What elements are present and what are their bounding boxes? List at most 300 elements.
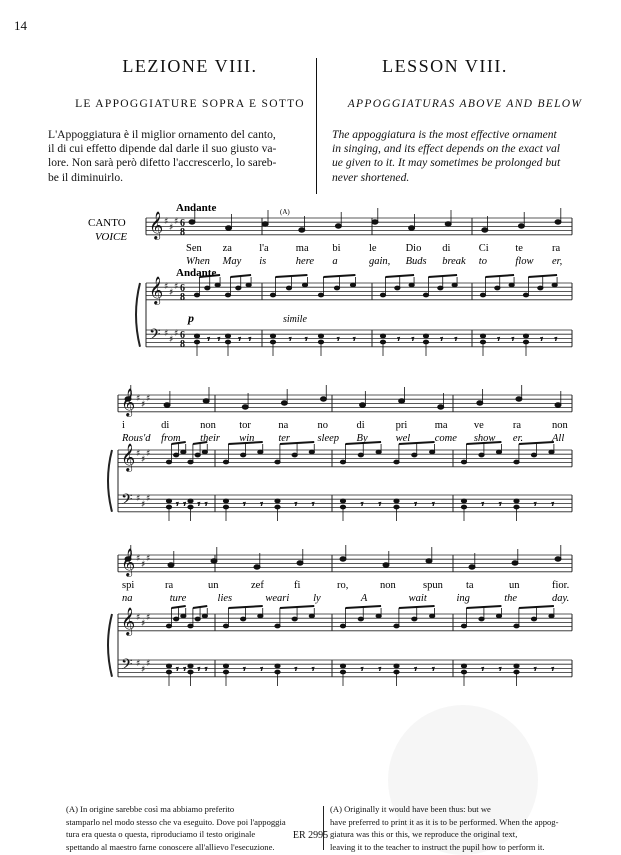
bass-note-head (514, 664, 519, 668)
piano-brace (108, 614, 112, 677)
lyric-syllable-italian: di (356, 419, 365, 431)
note-head (479, 453, 484, 457)
footnote-line: have preferred to print it as it is to be performed. When the appog- (330, 816, 559, 827)
treble-clef-icon: 𝄞 (121, 548, 136, 576)
lyric-syllable-italian: di (161, 419, 170, 431)
note-beam (345, 606, 381, 608)
bass-note-head (340, 664, 345, 668)
lyric-syllable-italian: di (442, 242, 451, 254)
voice-note-head (409, 226, 415, 230)
bass-note-head (523, 334, 528, 338)
note-head (195, 453, 200, 457)
eighth-rest-icon: 𝄾 (183, 665, 186, 675)
voice-note-head (438, 405, 444, 409)
eighth-rest-icon: 𝄾 (360, 665, 364, 675)
note-head (174, 453, 179, 457)
sharp-icon: ♯ (141, 560, 146, 570)
voice-note-head (262, 222, 268, 226)
lyric-syllable-english: here (295, 255, 315, 267)
eighth-rest-icon: 𝄾 (360, 500, 364, 510)
voice-note-head (335, 224, 341, 228)
eighth-rest-icon: 𝄾 (260, 500, 263, 510)
note-head (531, 617, 536, 621)
sharp-icon: ♯ (169, 223, 174, 233)
lyric-syllable-italian: Dio (405, 242, 422, 254)
note-head (194, 293, 199, 297)
bass-note-head (275, 499, 280, 503)
lyric-syllable-italian: ma (434, 419, 448, 431)
footnote-line: (A) In origine sarebbe così ma abbiamo preferito (66, 804, 235, 814)
note-head (223, 460, 228, 464)
lyric-syllable-italian: ta (466, 579, 474, 591)
lyric-syllable-english: come (434, 432, 457, 444)
note-beam (385, 275, 414, 277)
voice-note-head (516, 397, 522, 401)
treble-clef-icon: 𝄞 (121, 443, 136, 471)
note-head (195, 617, 200, 621)
note-head (376, 614, 381, 618)
lyric-syllable-italian: non (200, 419, 216, 431)
treble-clef-icon: 𝄞 (121, 607, 136, 635)
voice-note-head (399, 399, 405, 403)
note-head (479, 617, 484, 621)
bass-clef-icon: 𝄢 (121, 491, 133, 512)
lyric-syllable-english: win (239, 432, 255, 444)
note-head (430, 450, 435, 454)
sharp-icon: ♯ (136, 494, 141, 504)
note-beam (275, 275, 307, 277)
note-head (292, 617, 297, 621)
lyric-syllable-english: flow (515, 255, 534, 267)
lyric-syllable-english: lies (217, 592, 233, 604)
voice-note-head (299, 228, 305, 232)
lyric-syllable-italian: ra (552, 242, 561, 254)
note-beam (399, 606, 435, 608)
eighth-rest-icon: 𝄾 (414, 500, 417, 510)
piano-brace (108, 450, 112, 512)
lyric-syllable-italian: pri (395, 419, 408, 431)
sharp-icon: ♯ (164, 329, 169, 339)
note-head (309, 450, 314, 454)
treble-clef-icon: 𝄞 (149, 276, 164, 304)
eighth-rest-icon: 𝄾 (197, 500, 201, 510)
sharp-icon: ♯ (141, 665, 146, 675)
intro-line: be il diminuirlo. (48, 170, 124, 184)
intro-line: in singing, and its effect depends on the exact val (332, 142, 560, 156)
voice-note-head (320, 397, 326, 401)
note-head (409, 283, 414, 287)
sharp-icon: ♯ (136, 554, 141, 564)
voice-note-head (297, 561, 303, 565)
footnote-line: giatura was this or this, we reproduce the original text, (330, 829, 518, 840)
eighth-rest-icon: 𝄾 (243, 665, 246, 675)
note-head (480, 293, 485, 297)
lyric-syllable-english: day. (552, 592, 570, 604)
bass-clef-icon: 𝄢 (149, 326, 161, 347)
note-head (452, 283, 457, 287)
eighth-rest-icon: 𝄾 (432, 665, 435, 675)
eighth-rest-icon: 𝄾 (499, 665, 502, 675)
time-signature-numerator: 6 (180, 283, 185, 294)
lyric-syllable-italian: un (509, 579, 520, 591)
note-head (205, 286, 210, 290)
eighth-rest-icon: 𝄾 (499, 500, 502, 510)
note-head (181, 450, 186, 454)
voice-note-head (383, 563, 389, 567)
bass-note-head (461, 664, 466, 668)
eighth-rest-icon: 𝄾 (238, 335, 241, 345)
eighth-rest-icon: 𝄾 (183, 500, 186, 510)
eighth-rest-icon: 𝄾 (337, 335, 340, 345)
note-beam (193, 606, 207, 608)
eighth-rest-icon: 𝄾 (378, 500, 382, 510)
eighth-rest-icon: 𝄾 (294, 665, 298, 675)
lyric-syllable-english: er, (552, 255, 563, 267)
note-beam (228, 606, 262, 608)
lyric-syllable-italian: le (369, 242, 377, 254)
sharp-icon: ♯ (146, 554, 151, 564)
tempo-marking-voice: Andante (176, 202, 217, 214)
lyric-syllable-english: the (504, 592, 518, 604)
lyric-syllable-italian: non (552, 419, 568, 431)
voice-note-head (482, 228, 488, 232)
lyrics (121, 243, 569, 604)
note-head (531, 453, 536, 457)
note-head (395, 286, 400, 290)
time-signature-numerator: 6 (180, 218, 185, 229)
eighth-rest-icon: 𝄾 (551, 500, 554, 510)
bass-note-head (318, 334, 323, 338)
sharp-icon: ♯ (136, 449, 141, 459)
lyric-syllable-english: wel (395, 432, 411, 444)
note-beam (519, 442, 554, 444)
sharp-icon: ♯ (146, 449, 151, 459)
note-beam (230, 275, 251, 277)
bass-note-head (223, 664, 228, 668)
bass-note-head (194, 334, 199, 338)
lyric-syllable-english: show (473, 432, 496, 444)
voice-note-head (445, 222, 451, 226)
eighth-rest-icon: 𝄾 (260, 665, 263, 675)
note-beam (428, 275, 457, 277)
bass-clef-icon: 𝄢 (121, 656, 133, 677)
time-signature-numerator: 6 (180, 330, 185, 341)
note-beam (280, 606, 314, 608)
eighth-rest-icon: 𝄾 (204, 500, 208, 510)
dynamic-marking: p (188, 311, 194, 325)
lyric-syllable-italian: l'a (259, 242, 269, 254)
footnote-divider (323, 806, 324, 850)
lyric-syllable-english: break (442, 255, 466, 267)
sharp-icon: ♯ (164, 282, 169, 292)
treble-clef-icon: 𝄞 (121, 388, 136, 416)
note-head (496, 614, 501, 618)
bass-note-head (380, 334, 385, 338)
lyric-syllable-italian: ra (512, 419, 522, 431)
bass-note-head (480, 334, 485, 338)
lyric-syllable-italian: na (278, 419, 289, 431)
intro-line: L'Appoggiatura è il miglior ornamento del canto, (48, 128, 276, 141)
note-head (340, 460, 345, 464)
voice-note-head (555, 403, 561, 407)
voice-note-head (189, 220, 195, 224)
lyric-syllable-italian: ve (473, 419, 484, 431)
voice-note-head (168, 563, 174, 567)
note-head (270, 293, 275, 297)
lyric-syllable-italian: Sen (186, 242, 202, 254)
eighth-rest-icon: 𝄾 (243, 500, 246, 510)
note-head (340, 624, 345, 628)
lyric-syllable-italian: fior. (552, 579, 570, 591)
note-head (309, 614, 314, 618)
voice-note-head (226, 226, 232, 230)
note-beam (466, 606, 501, 608)
eighth-rest-icon: 𝄾 (305, 335, 308, 345)
sharp-icon: ♯ (164, 217, 169, 227)
note-head (258, 614, 263, 618)
bass-note-head (514, 499, 519, 503)
eighth-rest-icon: 𝄾 (497, 335, 500, 345)
lyric-syllable-english: weari (265, 592, 290, 604)
note-head (166, 460, 171, 464)
footnote-line: spettando al maestro farne conoscere all'allievo l'esecuzione. (66, 841, 275, 852)
sharp-icon: ♯ (174, 329, 179, 339)
footnote-italian (66, 803, 311, 853)
note-head (380, 293, 385, 297)
lesson-subtitle-italian: LE APPOGGIATURE SOPRA E SOTTO (75, 98, 305, 110)
treble-clef-icon: 𝄞 (149, 211, 164, 239)
lyric-syllable-english: Rous'd (122, 432, 151, 444)
lyric-syllable-english: to (478, 255, 487, 267)
sharp-icon: ♯ (174, 282, 179, 292)
catalog-number: ER 2995 (292, 830, 329, 841)
note-head (246, 283, 251, 287)
voice-note-head (360, 403, 366, 407)
eighth-rest-icon: 𝄾 (554, 335, 558, 345)
bass-note-head (394, 664, 399, 668)
sharp-icon: ♯ (141, 500, 146, 510)
note-head (514, 460, 519, 464)
note-head (225, 293, 230, 297)
footnote-line: (A) Originally it would have been thus: but we (330, 804, 491, 814)
note-head (514, 624, 519, 628)
time-signature-denominator: 8 (180, 227, 185, 238)
lyric-syllable-english: sleep (317, 432, 340, 444)
sharp-icon: ♯ (141, 455, 146, 465)
lyric-syllable-english: ly (313, 592, 321, 604)
eighth-rest-icon: 𝄾 (397, 335, 400, 345)
sharp-icon: ♯ (146, 659, 151, 669)
eighth-rest-icon: 𝄾 (378, 665, 382, 675)
page-number: 14 (14, 18, 27, 33)
note-head (495, 286, 500, 290)
sharp-icon: ♯ (141, 619, 146, 629)
voice-note-head (211, 559, 217, 563)
note-head (275, 624, 280, 628)
lyric-syllable-english: All (552, 432, 565, 444)
sharp-icon: ♯ (136, 659, 141, 669)
eighth-rest-icon: 𝄾 (176, 665, 179, 675)
bass-note-head (394, 499, 399, 503)
lyric-syllable-italian: non (380, 579, 396, 591)
eighth-rest-icon: 𝄾 (411, 335, 415, 345)
bass-note-head (166, 499, 171, 503)
eighth-rest-icon: 𝄾 (197, 665, 201, 675)
lyric-syllable-english: wait (408, 592, 427, 604)
note-head (166, 624, 171, 628)
note-head (188, 460, 193, 464)
piano-brace (136, 283, 140, 347)
lyric-syllable-english: their (200, 432, 221, 444)
lyric-syllable-english: er. (512, 432, 524, 444)
note-head (241, 617, 246, 621)
note-head (174, 617, 179, 621)
note-head (549, 614, 554, 618)
lyric-syllable-english: When (186, 255, 210, 267)
note-head (438, 286, 443, 290)
note-head (241, 453, 246, 457)
note-head (188, 624, 193, 628)
eighth-rest-icon: 𝄾 (248, 335, 252, 345)
note-head (202, 614, 207, 618)
voice-label-english: VOICE (95, 231, 128, 243)
note-head (461, 624, 466, 628)
eighth-rest-icon: 𝄾 (207, 335, 210, 345)
note-head (286, 286, 291, 290)
lesson-title-italian: LEZIONE VIII. (122, 56, 258, 76)
eighth-rest-icon: 𝄾 (551, 665, 554, 675)
eighth-rest-icon: 𝄾 (311, 500, 315, 510)
eighth-rest-icon: 𝄾 (481, 500, 484, 510)
sharp-icon: ♯ (141, 400, 146, 410)
lyric-syllable-english: gain, (369, 255, 391, 267)
lyric-syllable-english: A (360, 592, 368, 604)
lyric-syllable-english: ter (278, 432, 291, 444)
note-head (236, 286, 241, 290)
eighth-rest-icon: 𝄾 (534, 500, 537, 510)
note-head (302, 283, 307, 287)
sharp-icon: ♯ (136, 613, 141, 623)
note-head (215, 283, 220, 287)
sharp-icon: ♯ (136, 394, 141, 404)
note-head (496, 450, 501, 454)
sharp-icon: ♯ (146, 394, 151, 404)
footnote-english (330, 803, 582, 853)
eighth-rest-icon: 𝄾 (217, 335, 221, 345)
lyric-syllable-italian: te (515, 242, 523, 254)
voice-note-head (372, 220, 378, 224)
note-head (552, 283, 557, 287)
sharp-icon: ♯ (169, 288, 174, 298)
bass-note-head (188, 499, 193, 503)
lyric-syllable-italian: ra (165, 579, 174, 591)
bass-note-head (340, 499, 345, 503)
lyric-syllable-italian: fi (294, 579, 301, 591)
footnote-line: tura era questa o questa, riproduciamo il testo originale (66, 829, 256, 840)
note-head (292, 453, 297, 457)
eighth-rest-icon: 𝄾 (311, 665, 315, 675)
sharp-icon: ♯ (169, 335, 174, 345)
note-head (538, 286, 543, 290)
bass-note-head (166, 664, 171, 668)
eighth-rest-icon: 𝄾 (511, 335, 515, 345)
voice-note-head (426, 559, 432, 563)
note-head (358, 453, 363, 457)
lyric-syllable-italian: Ci (478, 242, 489, 254)
intro-line: The appoggiatura is the most effective ornament (332, 128, 557, 141)
voice-label-italian: CANTO (88, 217, 126, 229)
lesson-subtitle-english: APPOGGIATURAS ABOVE AND BELOW (347, 98, 583, 110)
eighth-rest-icon: 𝄾 (440, 335, 443, 345)
intro-line: ue given to it. It may sometimes be prolonged but (332, 156, 561, 170)
note-head (181, 614, 186, 618)
note-head (523, 293, 528, 297)
eighth-rest-icon: 𝄾 (432, 500, 435, 510)
lyric-syllable-italian: spi (122, 579, 135, 591)
lyric-syllable-italian: tor (239, 419, 251, 431)
note-beam (485, 275, 514, 277)
voice-note-head (340, 557, 346, 561)
articulation-marking: simile (283, 314, 307, 325)
voice-note-head (203, 399, 209, 403)
lyric-syllable-italian: za (222, 242, 232, 254)
eighth-rest-icon: 𝄾 (481, 665, 484, 675)
lyric-syllable-italian: no (317, 419, 328, 431)
note-head (376, 450, 381, 454)
lyric-syllable-english: na (122, 592, 133, 604)
intro-line: il di cui effetto dipende dal darle il suo giusto va- (48, 142, 277, 156)
eighth-rest-icon: 𝄾 (353, 335, 356, 345)
note-head (258, 450, 263, 454)
note-head (549, 450, 554, 454)
note-head (223, 624, 228, 628)
voice-note-head (469, 565, 475, 569)
lyric-syllable-english: a (332, 255, 338, 267)
sharp-icon: ♯ (146, 613, 151, 623)
lyric-syllable-italian: un (208, 579, 219, 591)
lyric-syllable-italian: ro, (337, 579, 349, 591)
tempo-marking-piano: Andante (176, 267, 217, 279)
lyric-syllable-english: from (161, 432, 181, 444)
eighth-rest-icon: 𝄾 (204, 665, 208, 675)
lyric-syllable-english: By (356, 432, 368, 444)
voice-note-head (555, 557, 561, 561)
note-head (275, 460, 280, 464)
bass-note-head (188, 664, 193, 668)
eighth-rest-icon: 𝄾 (454, 335, 458, 345)
bass-note-head (461, 499, 466, 503)
note-head (318, 293, 323, 297)
footnote-line: stamparlo nel modo stesso che va eseguito. Dove poi l'appoggia (66, 816, 286, 827)
lyric-syllable-italian: bi (332, 242, 341, 254)
note-beam (519, 606, 554, 608)
voice-note-head (242, 405, 248, 409)
lyric-syllable-italian: zef (251, 579, 264, 591)
voice-note-head (518, 224, 524, 228)
note-beam (171, 606, 185, 608)
voice-note-head (281, 401, 287, 405)
note-head (394, 460, 399, 464)
sharp-icon: ♯ (146, 494, 151, 504)
bass-note-head (270, 334, 275, 338)
lyric-syllable-english: is (259, 255, 267, 267)
voice-note-head (254, 565, 260, 569)
note-head (202, 450, 207, 454)
note-head (350, 283, 355, 287)
time-signature-denominator: 8 (180, 339, 185, 350)
eighth-rest-icon: 𝄾 (289, 335, 292, 345)
bass-note-head (223, 499, 228, 503)
